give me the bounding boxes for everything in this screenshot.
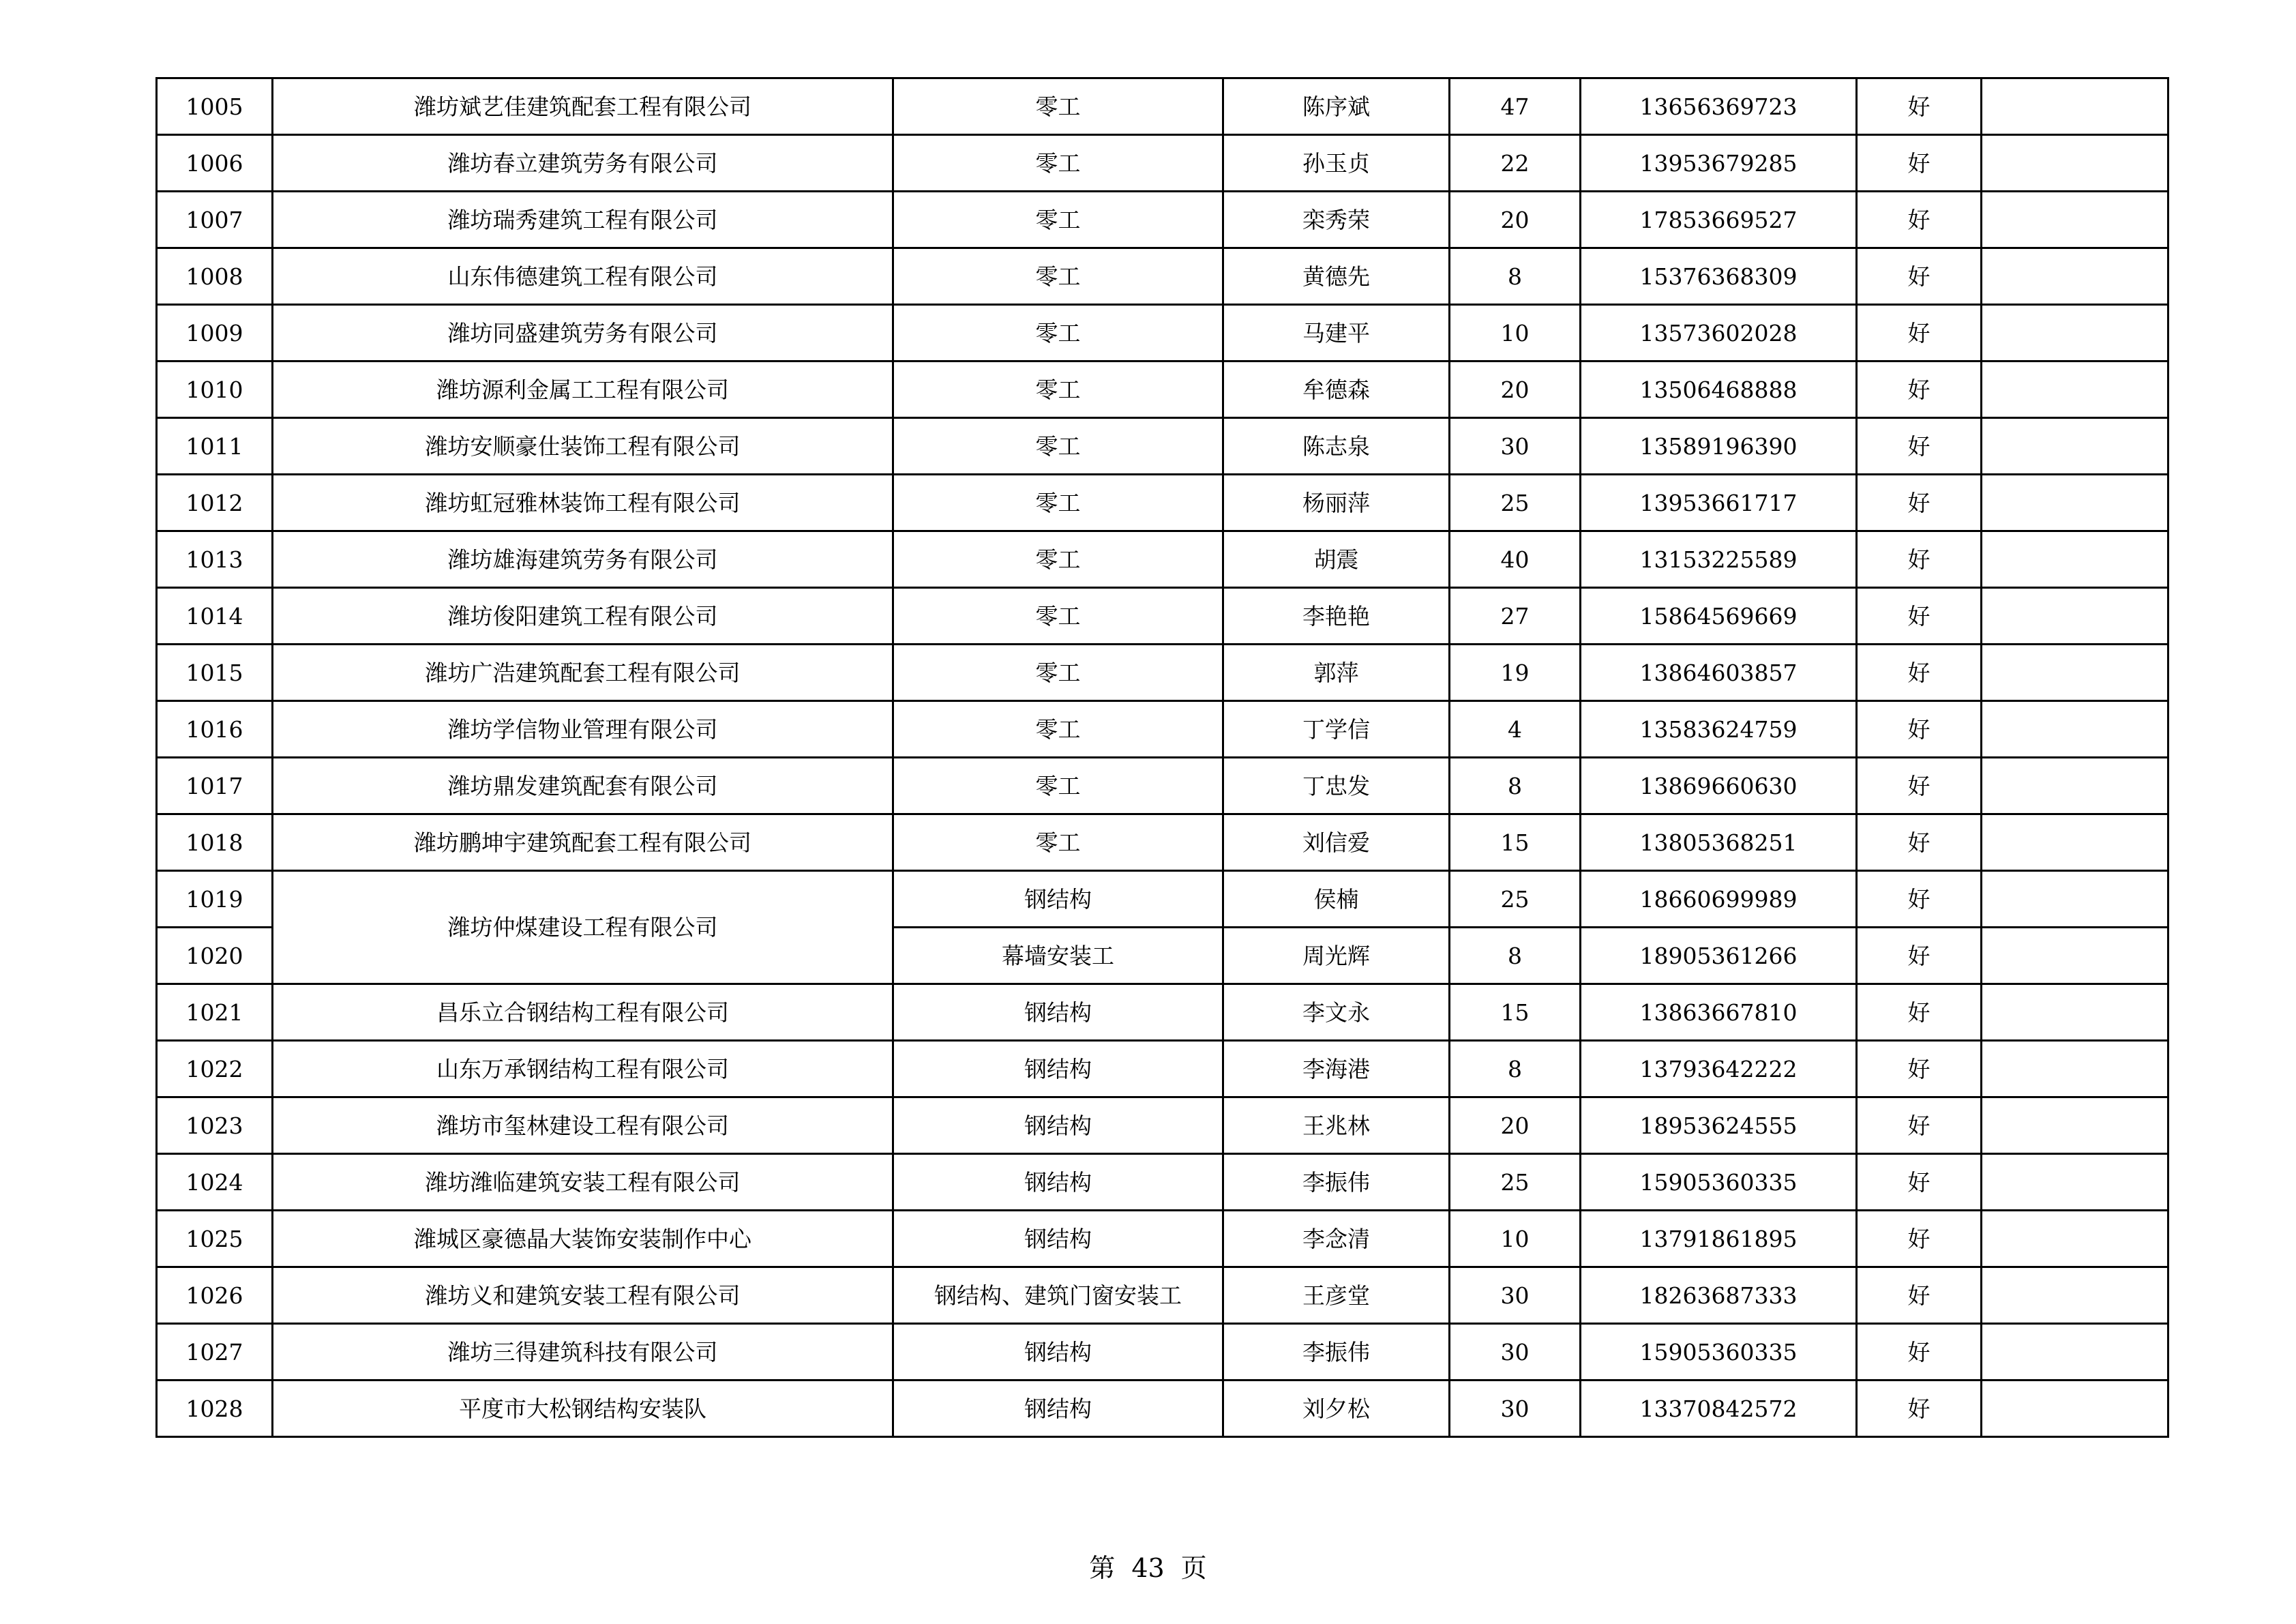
company-name-cell: 潍坊安顺豪仕装饰工程有限公司 [273, 418, 893, 475]
row-number-cell: 1021 [157, 984, 273, 1041]
table-row [157, 1041, 2168, 1097]
trade-type-cell: 零工 [893, 78, 1223, 135]
remark-cell [1982, 645, 2168, 701]
contact-person-cell: 陈志泉 [1223, 418, 1450, 475]
contact-person-cell: 丁忠发 [1223, 758, 1450, 814]
table-row [157, 871, 2168, 928]
table-row [157, 1381, 2168, 1437]
table-row [157, 135, 2168, 192]
rating-cell: 好 [1857, 1041, 1982, 1097]
remark-cell [1982, 1324, 2168, 1381]
remark-cell [1982, 928, 2168, 984]
company-name-cell: 潍坊虹冠雅林装饰工程有限公司 [273, 475, 893, 531]
company-name-cell: 潍坊春立建筑劳务有限公司 [273, 135, 893, 192]
remark-cell [1982, 871, 2168, 928]
worker-count-cell: 30 [1450, 1381, 1581, 1437]
remark-cell [1982, 1154, 2168, 1211]
trade-type-cell: 零工 [893, 701, 1223, 758]
trade-type-cell: 零工 [893, 248, 1223, 305]
company-name-cell: 潍坊斌艺佳建筑配套工程有限公司 [273, 78, 893, 135]
worker-count-cell: 25 [1450, 871, 1581, 928]
trade-type-cell: 零工 [893, 135, 1223, 192]
contact-person-cell: 杨丽萍 [1223, 475, 1450, 531]
page-value: 43 [1131, 1553, 1165, 1583]
company-name-cell: 潍坊义和建筑安装工程有限公司 [273, 1267, 893, 1324]
trade-type-cell: 钢结构 [893, 1211, 1223, 1267]
row-number-cell: 1019 [157, 871, 273, 928]
phone-number-cell: 18660699989 [1581, 871, 1857, 928]
row-number-cell: 1011 [157, 418, 273, 475]
rating-cell: 好 [1857, 192, 1982, 248]
company-name-cell: 山东伟德建筑工程有限公司 [273, 248, 893, 305]
company-name-cell: 潍坊鼎发建筑配套有限公司 [273, 758, 893, 814]
phone-number-cell: 13506468888 [1581, 361, 1857, 418]
contact-person-cell: 李振伟 [1223, 1324, 1450, 1381]
worker-count-cell: 30 [1450, 418, 1581, 475]
table-row [157, 701, 2168, 758]
phone-number-cell: 13573602028 [1581, 305, 1857, 361]
worker-count-cell: 40 [1450, 531, 1581, 588]
trade-type-cell: 零工 [893, 588, 1223, 645]
contact-person-cell: 李念清 [1223, 1211, 1450, 1267]
table-row [157, 361, 2168, 418]
worker-count-cell: 30 [1450, 1324, 1581, 1381]
contact-person-cell: 刘信爱 [1223, 814, 1450, 871]
remark-cell [1982, 1041, 2168, 1097]
rating-cell: 好 [1857, 1381, 1982, 1437]
row-number-cell: 1018 [157, 814, 273, 871]
remark-cell [1982, 475, 2168, 531]
table-row [157, 78, 2168, 135]
contact-person-cell: 黄德先 [1223, 248, 1450, 305]
page-suffix: 页 [1180, 1553, 1207, 1583]
row-number-cell: 1020 [157, 928, 273, 984]
rating-cell: 好 [1857, 928, 1982, 984]
table-row [157, 588, 2168, 645]
worker-count-cell: 15 [1450, 984, 1581, 1041]
rating-cell: 好 [1857, 871, 1982, 928]
phone-number-cell: 15376368309 [1581, 248, 1857, 305]
trade-type-cell: 零工 [893, 531, 1223, 588]
trade-type-cell: 零工 [893, 305, 1223, 361]
worker-count-cell: 30 [1450, 1267, 1581, 1324]
rating-cell: 好 [1857, 984, 1982, 1041]
remark-cell [1982, 984, 2168, 1041]
worker-count-cell: 8 [1450, 758, 1581, 814]
trade-type-cell: 钢结构 [893, 1154, 1223, 1211]
company-name-cell: 潍坊学信物业管理有限公司 [273, 701, 893, 758]
row-number-cell: 1005 [157, 78, 273, 135]
worker-count-cell: 25 [1450, 475, 1581, 531]
worker-count-cell: 19 [1450, 645, 1581, 701]
phone-number-cell: 13583624759 [1581, 701, 1857, 758]
page-number [0, 1547, 2296, 1584]
remark-cell [1982, 1097, 2168, 1154]
rating-cell: 好 [1857, 361, 1982, 418]
contact-person-cell: 牟德森 [1223, 361, 1450, 418]
remark-cell [1982, 78, 2168, 135]
rating-cell: 好 [1857, 78, 1982, 135]
trade-type-cell: 零工 [893, 814, 1223, 871]
worker-count-cell: 27 [1450, 588, 1581, 645]
worker-count-cell: 10 [1450, 305, 1581, 361]
phone-number-cell: 13805368251 [1581, 814, 1857, 871]
company-name-cell: 昌乐立合钢结构工程有限公司 [273, 984, 893, 1041]
company-name-cell: 潍坊雄海建筑劳务有限公司 [273, 531, 893, 588]
rating-cell: 好 [1857, 814, 1982, 871]
row-number-cell: 1008 [157, 248, 273, 305]
company-name-cell: 潍坊俊阳建筑工程有限公司 [273, 588, 893, 645]
phone-number-cell: 13791861895 [1581, 1211, 1857, 1267]
contact-person-cell: 王彦堂 [1223, 1267, 1450, 1324]
table-row [157, 475, 2168, 531]
worker-count-cell: 47 [1450, 78, 1581, 135]
phone-number-cell: 13656369723 [1581, 78, 1857, 135]
company-name-cell: 潍坊鹏坤宇建筑配套工程有限公司 [273, 814, 893, 871]
table-row [157, 758, 2168, 814]
rating-cell: 好 [1857, 588, 1982, 645]
contact-person-cell: 郭萍 [1223, 645, 1450, 701]
rating-cell: 好 [1857, 248, 1982, 305]
table-row [157, 1097, 2168, 1154]
company-name-cell: 平度市大松钢结构安装队 [273, 1381, 893, 1437]
contact-person-cell: 周光辉 [1223, 928, 1450, 984]
row-number-cell: 1009 [157, 305, 273, 361]
page-prefix: 第 [1089, 1553, 1116, 1583]
trade-type-cell: 钢结构 [893, 1041, 1223, 1097]
contact-person-cell: 丁学信 [1223, 701, 1450, 758]
remark-cell [1982, 418, 2168, 475]
company-name-cell: 潍坊仲煤建设工程有限公司 [273, 871, 893, 984]
phone-number-cell: 13589196390 [1581, 418, 1857, 475]
contact-person-cell: 李海港 [1223, 1041, 1450, 1097]
contact-person-cell: 王兆林 [1223, 1097, 1450, 1154]
trade-type-cell: 零工 [893, 475, 1223, 531]
company-name-cell: 潍坊潍临建筑安装工程有限公司 [273, 1154, 893, 1211]
row-number-cell: 1016 [157, 701, 273, 758]
table-row [157, 1324, 2168, 1381]
phone-number-cell: 18953624555 [1581, 1097, 1857, 1154]
phone-number-cell: 17853669527 [1581, 192, 1857, 248]
worker-count-cell: 25 [1450, 1154, 1581, 1211]
trade-type-cell: 钢结构 [893, 1324, 1223, 1381]
remark-cell [1982, 814, 2168, 871]
company-name-cell: 潍坊源利金属工工程有限公司 [273, 361, 893, 418]
row-number-cell: 1023 [157, 1097, 273, 1154]
contact-person-cell: 李振伟 [1223, 1154, 1450, 1211]
row-number-cell: 1022 [157, 1041, 273, 1097]
worker-count-cell: 8 [1450, 1041, 1581, 1097]
remark-cell [1982, 531, 2168, 588]
trade-type-cell: 钢结构 [893, 871, 1223, 928]
contact-person-cell: 陈序斌 [1223, 78, 1450, 135]
table-row [157, 645, 2168, 701]
table-row [157, 1154, 2168, 1211]
rating-cell: 好 [1857, 701, 1982, 758]
trade-type-cell: 零工 [893, 361, 1223, 418]
table-row [157, 1211, 2168, 1267]
table-row [157, 305, 2168, 361]
row-number-cell: 1010 [157, 361, 273, 418]
trade-type-cell: 零工 [893, 645, 1223, 701]
contact-person-cell: 李艳艳 [1223, 588, 1450, 645]
remark-cell [1982, 192, 2168, 248]
remark-cell [1982, 305, 2168, 361]
table-row [157, 1267, 2168, 1324]
phone-number-cell: 13793642222 [1581, 1041, 1857, 1097]
company-name-cell: 潍坊瑞秀建筑工程有限公司 [273, 192, 893, 248]
rating-cell: 好 [1857, 418, 1982, 475]
remark-cell [1982, 701, 2168, 758]
worker-count-cell: 22 [1450, 135, 1581, 192]
contact-person-cell: 刘夕松 [1223, 1381, 1450, 1437]
rating-cell: 好 [1857, 135, 1982, 192]
company-name-cell: 潍城区豪德晶大装饰安装制作中心 [273, 1211, 893, 1267]
contact-person-cell: 侯楠 [1223, 871, 1450, 928]
row-number-cell: 1026 [157, 1267, 273, 1324]
row-number-cell: 1017 [157, 758, 273, 814]
trade-type-cell: 零工 [893, 192, 1223, 248]
remark-cell [1982, 1211, 2168, 1267]
trade-type-cell: 钢结构 [893, 1097, 1223, 1154]
contact-person-cell: 栾秀荣 [1223, 192, 1450, 248]
company-name-cell: 潍坊市玺林建设工程有限公司 [273, 1097, 893, 1154]
company-name-cell: 潍坊同盛建筑劳务有限公司 [273, 305, 893, 361]
rating-cell: 好 [1857, 1097, 1982, 1154]
phone-number-cell: 15864569669 [1581, 588, 1857, 645]
row-number-cell: 1012 [157, 475, 273, 531]
remark-cell [1982, 758, 2168, 814]
rating-cell: 好 [1857, 531, 1982, 588]
rating-cell: 好 [1857, 475, 1982, 531]
rating-cell: 好 [1857, 305, 1982, 361]
phone-number-cell: 13864603857 [1581, 645, 1857, 701]
remark-cell [1982, 1381, 2168, 1437]
contact-person-cell: 孙玉贞 [1223, 135, 1450, 192]
row-number-cell: 1028 [157, 1381, 273, 1437]
phone-number-cell: 13370842572 [1581, 1381, 1857, 1437]
remark-cell [1982, 248, 2168, 305]
rating-cell: 好 [1857, 1211, 1982, 1267]
phone-number-cell: 13863667810 [1581, 984, 1857, 1041]
worker-count-cell: 20 [1450, 1097, 1581, 1154]
table-row [157, 984, 2168, 1041]
trade-type-cell: 零工 [893, 418, 1223, 475]
company-name-cell: 山东万承钢结构工程有限公司 [273, 1041, 893, 1097]
rating-cell: 好 [1857, 758, 1982, 814]
row-number-cell: 1007 [157, 192, 273, 248]
contact-person-cell: 李文永 [1223, 984, 1450, 1041]
phone-number-cell: 13869660630 [1581, 758, 1857, 814]
remark-cell [1982, 588, 2168, 645]
table-row [157, 814, 2168, 871]
table-row [157, 531, 2168, 588]
table-row [157, 418, 2168, 475]
phone-number-cell: 15905360335 [1581, 1154, 1857, 1211]
table-body [157, 78, 2168, 1437]
phone-number-cell: 13953661717 [1581, 475, 1857, 531]
contractor-table [155, 77, 2169, 1438]
row-number-cell: 1024 [157, 1154, 273, 1211]
remark-cell [1982, 1267, 2168, 1324]
phone-number-cell: 13153225589 [1581, 531, 1857, 588]
row-number-cell: 1027 [157, 1324, 273, 1381]
rating-cell: 好 [1857, 1267, 1982, 1324]
worker-count-cell: 10 [1450, 1211, 1581, 1267]
remark-cell [1982, 135, 2168, 192]
row-number-cell: 1006 [157, 135, 273, 192]
worker-count-cell: 8 [1450, 248, 1581, 305]
table-row [157, 192, 2168, 248]
contact-person-cell: 马建平 [1223, 305, 1450, 361]
company-name-cell: 潍坊三得建筑科技有限公司 [273, 1324, 893, 1381]
phone-number-cell: 13953679285 [1581, 135, 1857, 192]
trade-type-cell: 钢结构 [893, 984, 1223, 1041]
trade-type-cell: 幕墙安装工 [893, 928, 1223, 984]
company-name-cell: 潍坊广浩建筑配套工程有限公司 [273, 645, 893, 701]
row-number-cell: 1025 [157, 1211, 273, 1267]
worker-count-cell: 15 [1450, 814, 1581, 871]
phone-number-cell: 18263687333 [1581, 1267, 1857, 1324]
rating-cell: 好 [1857, 1154, 1982, 1211]
row-number-cell: 1014 [157, 588, 273, 645]
table-row [157, 248, 2168, 305]
worker-count-cell: 8 [1450, 928, 1581, 984]
trade-type-cell: 零工 [893, 758, 1223, 814]
trade-type-cell: 钢结构 [893, 1381, 1223, 1437]
phone-number-cell: 15905360335 [1581, 1324, 1857, 1381]
trade-type-cell: 钢结构、建筑门窗安装工 [893, 1267, 1223, 1324]
worker-count-cell: 20 [1450, 192, 1581, 248]
row-number-cell: 1013 [157, 531, 273, 588]
rating-cell: 好 [1857, 1324, 1982, 1381]
row-number-cell: 1015 [157, 645, 273, 701]
remark-cell [1982, 361, 2168, 418]
phone-number-cell: 18905361266 [1581, 928, 1857, 984]
rating-cell: 好 [1857, 645, 1982, 701]
contact-person-cell: 胡震 [1223, 531, 1450, 588]
worker-count-cell: 4 [1450, 701, 1581, 758]
worker-count-cell: 20 [1450, 361, 1581, 418]
